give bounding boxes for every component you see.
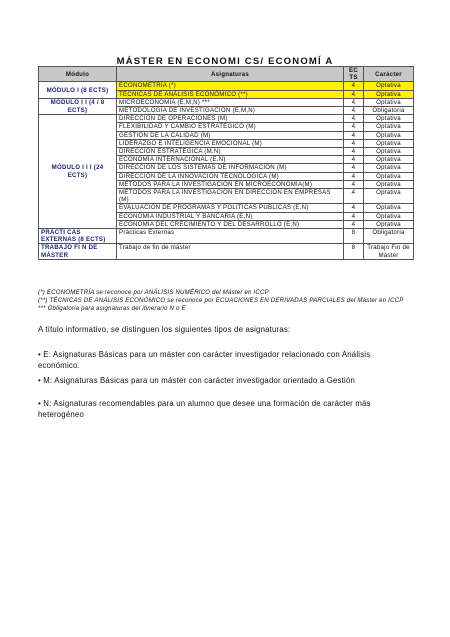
subject-cell: METODOLOGÍA DE INVESTIGACIÓN (E,M,N) <box>117 107 344 115</box>
footnotes <box>38 289 413 313</box>
ects-cell: 4 <box>344 180 364 188</box>
character-cell: Optativa <box>364 212 414 220</box>
table-row <box>39 82 414 90</box>
character-cell: Trabajo Fin de Máster <box>364 244 414 259</box>
ects-cell: 4 <box>344 156 364 164</box>
ects-cell: 4 <box>344 82 364 90</box>
subject-cell: ECONOMÍA DEL CRECIMIENTO Y DEL DESARROLLO (E,N) <box>117 220 344 228</box>
module-1-cell: MÓDULO I (8 ECTS) <box>39 82 117 98</box>
ects-cell: 4 <box>344 204 364 212</box>
character-cell: Optativa <box>364 172 414 180</box>
character-cell: Optativa <box>364 123 414 131</box>
header-ects: EC TS <box>344 67 364 82</box>
bullet-m: • M: Asignaturas Básicas para un máster con carácter investigador orientado a Gestión <box>38 376 356 385</box>
ects-cell: 8 <box>344 244 364 259</box>
ects-cell: 4 <box>344 212 364 220</box>
character-cell: Optativa <box>364 115 414 123</box>
character-cell: Optativa <box>364 148 414 156</box>
ects-cell: 4 <box>344 139 364 147</box>
character-cell: Optativa <box>364 189 414 204</box>
ects-cell: 4 <box>344 107 364 115</box>
subject-cell: ECONOMÍA INDUSTRIAL Y BANCARIA (E,N) <box>117 212 344 220</box>
subject-cell: DIRECCIÓN DE OPERACIONES (M) <box>117 115 344 123</box>
subject-cell: LIDERAZGO E INTELIGENCIA EMOCIONAL (M) <box>117 139 344 147</box>
ects-cell: 4 <box>344 115 364 123</box>
module-3-cell: MÓDULO I I I (24 ECTS) <box>39 115 117 229</box>
ects-cell: 4 <box>344 189 364 204</box>
subject-cell: Trabajo de fin de máster <box>117 244 344 259</box>
header-subjects: Asignaturas <box>117 67 344 82</box>
ects-cell: 4 <box>344 98 364 106</box>
ects-cell: 4 <box>344 131 364 139</box>
table-row <box>39 115 414 123</box>
character-cell: Optativa <box>364 156 414 164</box>
character-cell: Optativa <box>364 90 414 98</box>
table-row <box>39 98 414 106</box>
bullet-n: • N: Asignaturas recomendables para un alumno que desee una formación de carácter más heterogéneo <box>38 399 371 419</box>
footnote: (**) TÉCNICAS DE ANÁLISIS ECONÓMICO se reconoce por ECUACIONES EN DERIVADAS PARCIALES del Máster en ICCP <box>38 297 404 304</box>
footnote: *** Obligatoria para asignaturas del itinerario N o E <box>38 305 186 312</box>
bullet-e: • E: Asignaturas Básicas para un máster con carácter investigador relacionado con Análisis económico. <box>38 350 371 370</box>
character-cell: Optativa <box>364 204 414 212</box>
subject-cell: TÉCNICAS DE ANÁLISIS ECONÓMICO (**) <box>117 90 344 98</box>
character-cell: Optativa <box>364 164 414 172</box>
character-cell: Optativa <box>364 139 414 147</box>
subject-cell: MÉTODOS PARA LA INVESTIGACIÓN EN MICROECONOMÍA(M) <box>117 180 344 188</box>
table-row <box>39 244 414 259</box>
subject-cell: MÉTODOS PARA LA INVESTIGACIÓN EN DIRECCIÓN EN EMPRESAS (M) <box>117 189 344 204</box>
intro-text: A título informativo, se distinguen los siguientes tipos de asignaturas: <box>38 325 291 334</box>
ects-cell: 4 <box>344 90 364 98</box>
subject-cell: MICROECONOMÍA (E,M,N) *** <box>117 98 344 106</box>
character-cell: Optativa <box>364 98 414 106</box>
ects-cell: 4 <box>344 148 364 156</box>
footnote: (*) ECONOMETRÍA se reconoce por ANÁLISIS NUMÉRICO del Máster en ICCP <box>38 289 269 296</box>
subject-cell: EVALUACIÓN DE PROGRAMAS Y POLÍTICAS PÚBLICAS (E,N) <box>117 204 344 212</box>
character-cell: Optativa <box>364 131 414 139</box>
subject-cell: FLEXIBILIDAD Y CAMBIO ESTRATÉGICO (M) <box>117 123 344 131</box>
ects-cell: 4 <box>344 220 364 228</box>
page-title: MÁSTER EN ECONOMI CS/ ECONOMÍ A <box>116 56 334 67</box>
subject-cell: ECONOMETRÍA (*) <box>117 82 344 90</box>
ects-cell: 8 <box>344 229 364 244</box>
module-4-cell: PRÁCTI CAS EXTERNAS (8 ECTS) <box>39 229 117 244</box>
subjects-table <box>38 66 414 260</box>
header-module: Módulo <box>39 67 117 82</box>
character-cell: Optativa <box>364 180 414 188</box>
module-5-cell: TRABAJO FI N DE MÁSTER <box>39 244 117 259</box>
subject-cell: DIRECCIÓN DE LOS SISTEMAS DE INFORMACIÓN (M) <box>117 164 344 172</box>
character-cell: Optativa <box>364 220 414 228</box>
ects-cell: 4 <box>344 172 364 180</box>
module-2-cell: MÓDULO I I (4 / 8 ECTS) <box>39 98 117 114</box>
subject-cell: Prácticas Externas <box>117 229 344 244</box>
subject-cell: DIRECCIÓN DE LA INNOVACIÓN TECNOLÓGICA (M) <box>117 172 344 180</box>
character-cell: Optativa <box>364 82 414 90</box>
ects-cell: 4 <box>344 164 364 172</box>
table-header-row <box>39 67 414 82</box>
subject-cell: GESTIÓN DE LA CALIDAD (M) <box>117 131 344 139</box>
ects-cell: 4 <box>344 123 364 131</box>
table-row <box>39 229 414 244</box>
subject-cell: ECONOMÍA INTERNACIONAL (E,N) <box>117 156 344 164</box>
subject-cell: DIRECCIÓN ESTRATÉGICA (M,N) <box>117 148 344 156</box>
character-cell: Obligatoria <box>364 229 414 244</box>
header-character: Carácter <box>364 67 414 82</box>
character-cell: Obligatoria <box>364 107 414 115</box>
